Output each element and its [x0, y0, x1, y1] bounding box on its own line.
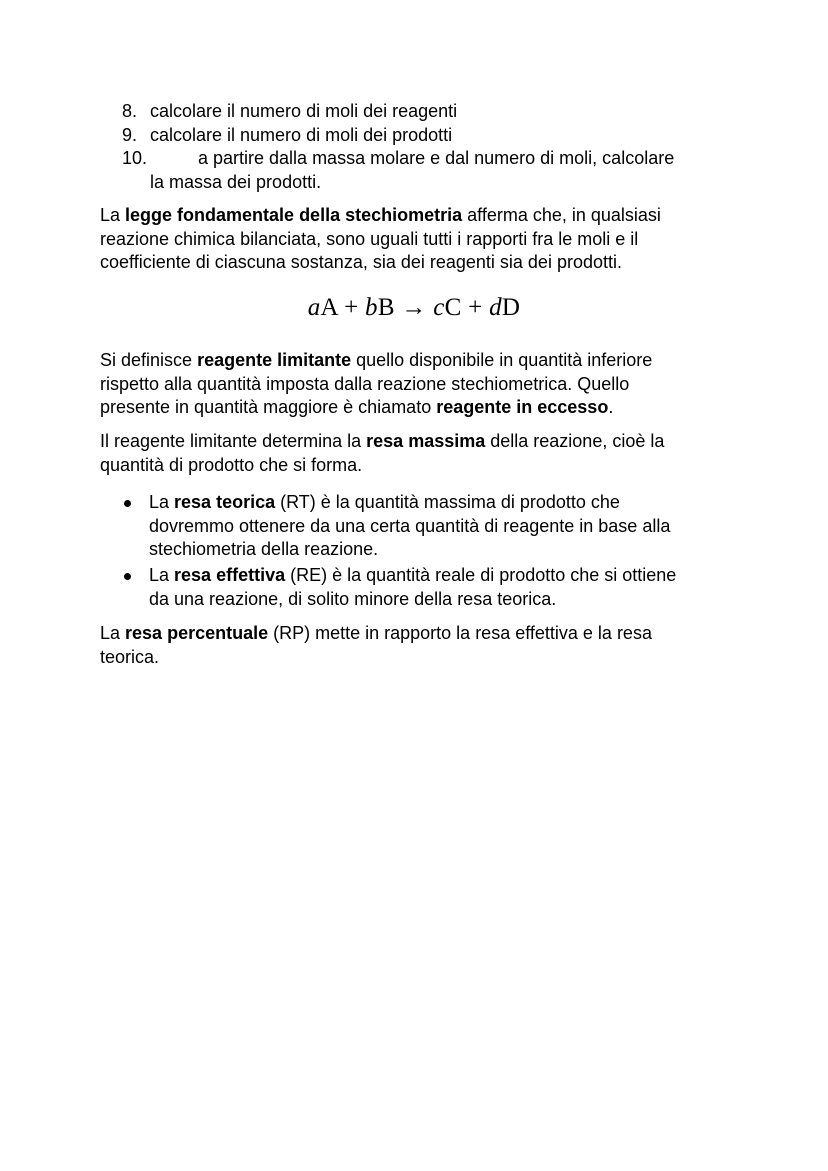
paragraph-line: rispetto alla quantità imposta dalla reazione stechiometrica. Quello: [100, 373, 630, 394]
paragraph-resa-massima: [100, 430, 730, 477]
bullet-icon: [124, 573, 131, 580]
paragraph-line: reazione chimica bilanciata, sono uguali tutti i rapporti fra le moli e il: [100, 228, 639, 249]
paragraph-resa-percentuale: [100, 622, 730, 669]
list-number: 8.: [122, 101, 138, 121]
bold-term: resa percentuale: [125, 623, 269, 643]
paragraph-line: coefficiente di ciascuna sostanza, sia dei reagenti sia dei prodotti.: [100, 252, 622, 272]
bold-term: resa teorica: [174, 492, 276, 512]
paragraph-reagente-limitante: [100, 349, 730, 420]
bold-term: resa effettiva: [174, 565, 286, 585]
list-number: 9.: [122, 124, 138, 145]
list-text: a partire dalla massa molare e dal numero di moli, calcolare: [198, 148, 675, 168]
bullet-line: La resa effettiva (RE) è la quantità reale di prodotto che si ottiene: [149, 565, 677, 585]
paragraph-line: teorica.: [100, 646, 160, 667]
bold-term: reagente in eccesso: [436, 397, 609, 417]
chemical-equation: aA + bB → cC + dD: [307, 294, 521, 321]
list-number: 10.: [122, 148, 148, 168]
paragraph-line: La resa percentuale (RP) mette in rapporto la resa effettiva e la resa: [100, 623, 652, 643]
bullet-icon: [124, 500, 131, 507]
bold-term: resa massima: [366, 431, 486, 451]
list-text-continuation: la massa dei prodotti.: [150, 171, 322, 192]
list-text: calcolare il numero di moli dei reagenti: [150, 101, 458, 121]
bold-term: reagente limitante: [197, 350, 352, 370]
bullet-line: da una reazione, di solito minore della resa teorica.: [149, 588, 557, 609]
bold-term: legge fondamentale della stechiometria: [125, 205, 463, 225]
paragraph-line: La legge fondamentale della stechiometria afferma che, in qualsiasi: [100, 205, 661, 225]
paragraph-line: Il reagente limitante determina la resa massima della reazione, cioè la: [100, 431, 665, 451]
paragraph-line: presente in quantità maggiore è chiamato reagente in eccesso.: [100, 397, 614, 417]
bullet-line: La resa teorica (RT) è la quantità massima di prodotto che: [149, 492, 620, 512]
list-text: calcolare il numero di moli dei prodotti: [150, 124, 453, 145]
bullet-line: stechiometria della reazione.: [149, 539, 379, 559]
paragraph-stechiometria: [100, 204, 730, 275]
paragraph-line: Si definisce reagente limitante quello disponibile in quantità inferiore: [100, 350, 653, 370]
bullet-line: dovremmo ottenere da una certa quantità di reagente in base alla: [149, 515, 671, 536]
paragraph-line: quantità di prodotto che si forma.: [100, 454, 363, 475]
